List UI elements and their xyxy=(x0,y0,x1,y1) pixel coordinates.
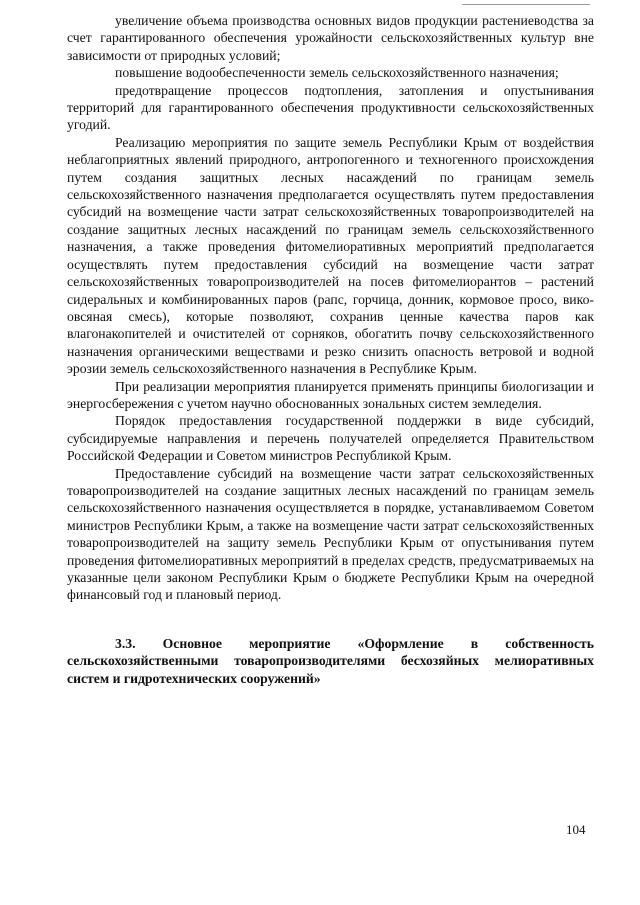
paragraph-flood-prevention: предотвращение процессов подтопления, затопления и опустынивания территорий для гарантированного обеспечения продуктивности сельскохозяйственных угодий. xyxy=(67,82,594,133)
scan-edge-line xyxy=(462,4,590,5)
paragraph-subsidy-provision: Предоставление субсидий на возмещение части затрат сельскохозяйственных товаропроизводителей на создание защитных лесных насаждений по границам земель сельскохозяйственного назначения осуществляется в порядке, устанавливаемом Советом министров Республики Крым, а также на возмещение части затрат сельскохозяйственных товаропроизводителей на защиту земель Республики Крым от опустынивания путем проведения фитомелиоративных мероприятий в пределах средств, предусматриваемых на указанные цели законом Республики Крым о бюджете Республики Крым на очередной финансовый год и плановый период. xyxy=(67,465,594,603)
paragraph-water-supply: повышение водообеспеченности земель сельскохозяйственного назначения; xyxy=(115,65,559,81)
paragraph-yield-increase: увеличение объема производства основных видов продукции растениеводства за счет гарантированного обеспечения урожайности сельскохозяйственных культур вне зависимости от природных условий; xyxy=(67,13,594,63)
paragraph-biologization: При реализации мероприятия планируется применять принципы биологизации и энергосбережения с учетом научно обоснованных зональных систем земледелия. xyxy=(67,378,594,411)
page-number: 104 xyxy=(566,822,586,837)
document-page xyxy=(67,12,594,687)
paragraph-land-protection: Реализацию мероприятия по защите земель Республики Крым от воздействия неблагоприятных явлений природного, антропогенного и техногенного происхождения путем создания защитных лесных насаждений по границам земель сельскохозяйственного назначения предполагается осуществлять путем предоставления субсидий на возмещение части затрат сельскохозяйственных товаропроизводителей на создание защитных лесных насаждений по границам земель сельскохозяйственного назначения, а также проведения фитомелиоративных мероприятий предполагается осуществлять путем предоставления субсидий на возмещение части затрат сельскохозяйственных товаропроизводителей на посев фитомелиорантов – растений сидеральных и комбинированных паров (рапс, горчица, донник, кормовое просо, вико-овсяная смесь), которые позволяют, сохранив ценные качества паров как влагонакопителей и очистителей от сорняков, обогатить почву сельскохозяйственного назначения органическими веществами и резко снизить опасность ветровой и водной эрозии земель сельскохозяйственного назначения в Республике Крым. xyxy=(67,134,594,377)
paragraph-support-procedure: Порядок предоставления государственной поддержки в виде субсидий, субсидируемые направления и перечень получателей определяется Правительством Российской Федерации и Советом министров Республикой Крым. xyxy=(67,413,594,464)
section-heading: 3.3. Основное мероприятие «Оформление в собственность сельскохозяйственными товаропроизводителями бесхозяйных мелиоративных систем и гидротехнических сооружений» xyxy=(67,635,594,686)
